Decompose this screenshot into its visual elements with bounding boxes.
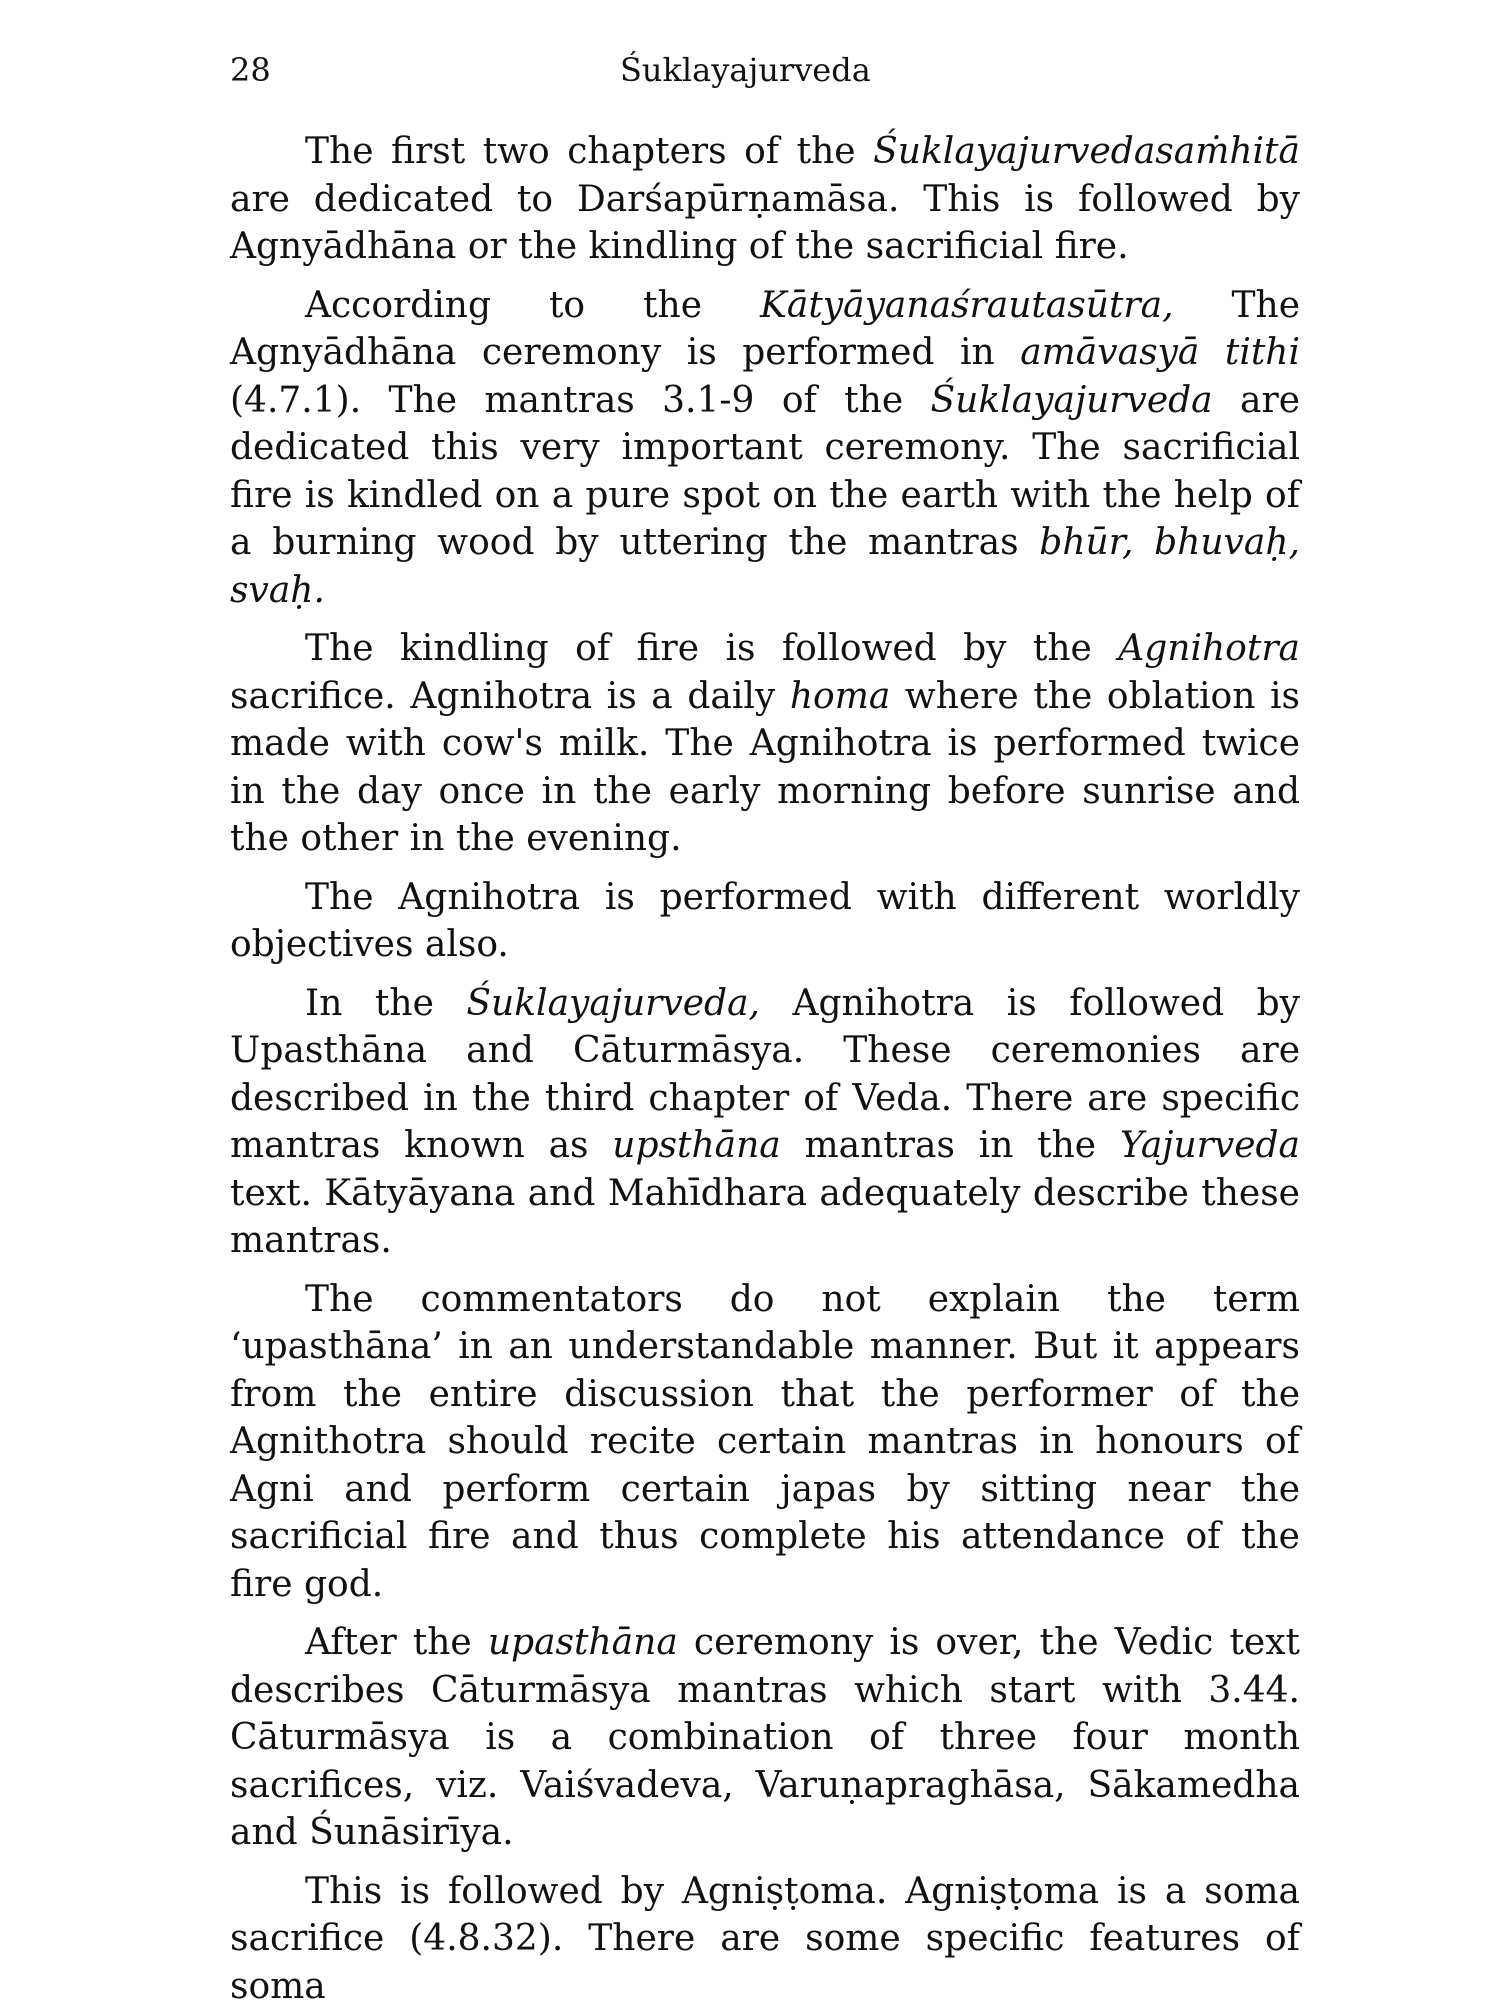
text-segment: are dedicated this very important ceremony. The sacrificial fire is kindled on a pure spot on the earth with the help of a burning wood by uttering the mantras bbox=[230, 380, 1300, 564]
text-segment-italic: amāvasyā tithi bbox=[1020, 332, 1300, 373]
paragraph-8 bbox=[230, 1868, 1300, 2010]
text-segment: After the bbox=[305, 1622, 488, 1663]
text-segment: ceremony is over, the Vedic text describes Cāturmāsya mantras which start with 3.44. Cāturmāsya is a combination of three four month sacrifices, viz. Vaiśvadeva, Varuṇapraghāsa, Sākamedha and Śunāsirīya. bbox=[230, 1622, 1300, 1853]
text-segment: The first two chapters of the bbox=[305, 131, 873, 172]
text-segment-italic: bhūr, bhuvaḥ, svaḥ. bbox=[230, 522, 1300, 611]
text-segment: This is followed by Agniṣṭoma. Agniṣṭoma is a soma sacrifice (4.8.32). There are some specific features of soma bbox=[230, 1871, 1300, 2007]
book-page bbox=[230, 40, 1300, 1980]
paragraph-7 bbox=[230, 1619, 1300, 1857]
text-segment: mantras in the bbox=[781, 1125, 1120, 1166]
text-segment-italic: Yajurveda bbox=[1120, 1125, 1300, 1166]
paragraph-2 bbox=[230, 282, 1300, 615]
paragraph-1 bbox=[230, 128, 1300, 271]
paragraph-4 bbox=[230, 874, 1300, 969]
text-segment-italic: Śuklayajurvedasaṁhitā bbox=[873, 131, 1300, 172]
text-segment: where the oblation is made with cow's milk. The Agnihotra is performed twice in the day once in the early morning before sunrise and the other in the evening. bbox=[230, 676, 1300, 860]
text-segment: are dedicated to Darśapūrṇamāsa. This is followed by Agnyādhāna or the kindling of the sacrificial fire. bbox=[230, 179, 1300, 268]
body-text bbox=[230, 128, 1300, 2010]
text-segment-italic: Agnihotra bbox=[1118, 628, 1300, 669]
text-segment: Agnihotra is followed by Upasthāna and Cāturmāsya. These ceremonies are described in the third chapter of Veda. There are specific mantras known as bbox=[230, 983, 1300, 1167]
text-segment: According to the bbox=[305, 285, 760, 326]
text-segment: In the bbox=[305, 983, 466, 1024]
text-segment: text. Kātyāyana and Mahīdhara adequately describe these mantras. bbox=[230, 1173, 1300, 1262]
page-number: 28 bbox=[230, 40, 271, 100]
text-segment: sacrifice. Agnihotra is a daily bbox=[230, 676, 790, 717]
text-segment-italic: upasthāna bbox=[488, 1622, 678, 1663]
text-segment-italic: Śuklayajurveda, bbox=[466, 983, 760, 1024]
text-segment: The Agnihotra is performed with different worldly objectives also. bbox=[230, 877, 1300, 966]
page-header bbox=[230, 40, 1300, 100]
running-title: Śuklayajurveda bbox=[620, 40, 871, 100]
text-segment-italic: Kātyāyanaśrautasūtra, bbox=[760, 285, 1174, 326]
text-segment: The kindling of fire is followed by the bbox=[305, 628, 1118, 669]
text-segment: The Agnyādhāna ceremony is performed in bbox=[230, 285, 1300, 374]
paragraph-5 bbox=[230, 980, 1300, 1265]
text-segment-italic: Śuklayajurveda bbox=[931, 380, 1213, 421]
text-segment: (4.7.1). The mantras 3.1-9 of the bbox=[230, 380, 931, 421]
text-segment-italic: homa bbox=[790, 676, 890, 717]
text-segment: The commentators do not explain the term ‘upasthāna’ in an understandable manner. But it appears from the entire discussion that the performer of the Agnithotra should recite certain mantras in honours of Agni and perform certain japas by sitting near the sacrificial fire and thus complete his attendance of the fire god. bbox=[230, 1279, 1300, 1605]
paragraph-3 bbox=[230, 625, 1300, 863]
paragraph-6 bbox=[230, 1276, 1300, 1609]
text-segment-italic: upsthāna bbox=[612, 1125, 780, 1166]
